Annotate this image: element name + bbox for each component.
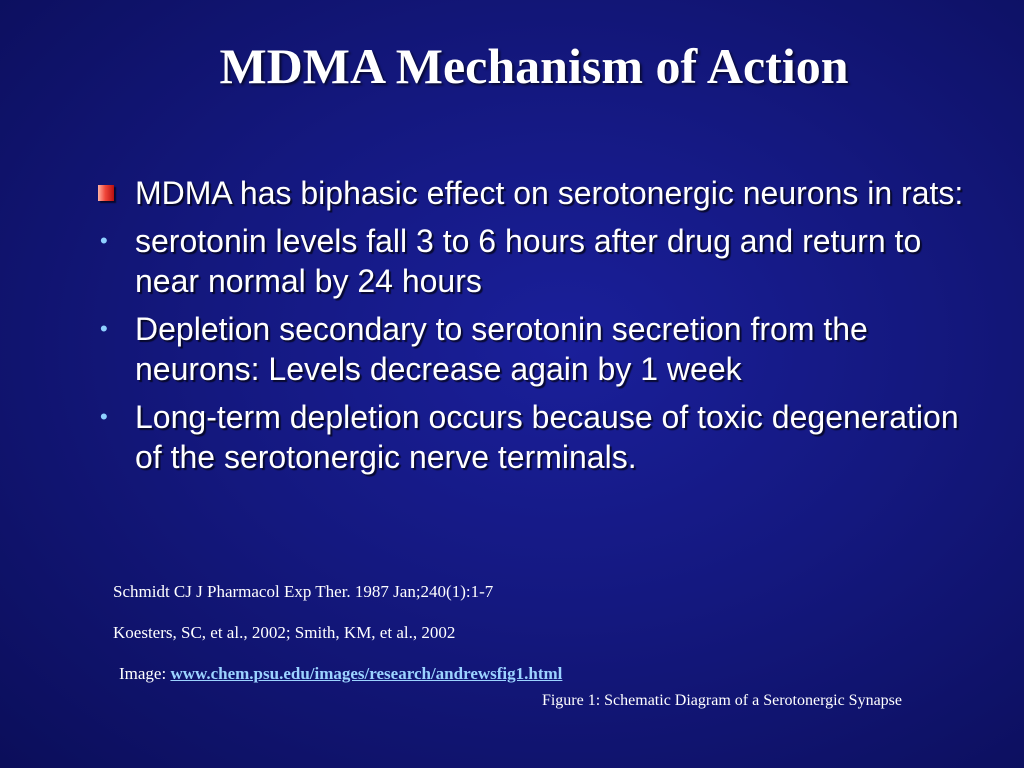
reference-citation: Schmidt CJ J Pharmacol Exp Ther. 1987 Jan;240(1):1-7	[113, 582, 494, 601]
figure-caption: Figure 1: Schematic Diagram of a Serotonergic Synapse	[541, 692, 902, 709]
bullet-item	[90, 309, 970, 389]
dot-bullet-icon: •	[100, 228, 108, 253]
slide-title: MDMA Mechanism of Action	[219, 38, 849, 94]
bullet-text: Depletion secondary to serotonin secretion from the neurons: Levels decrease again by 1 week	[135, 311, 868, 387]
bullet-item	[90, 397, 970, 477]
bullet-list	[90, 173, 970, 485]
dot-bullet-icon: •	[100, 404, 108, 429]
bullet-text: MDMA has biphasic effect on serotonergic neurons in rats:	[135, 175, 964, 211]
bullet-item	[90, 221, 970, 301]
bullet-text: Long-term depletion occurs because of toxic degeneration of the serotonergic nerve terminals.	[135, 399, 959, 475]
reference-citation: Koesters, SC, et al., 2002; Smith, KM, et al., 2002	[113, 623, 456, 642]
bullet-text: serotonin levels fall 3 to 6 hours after drug and return to near normal by 24 hours	[135, 223, 922, 299]
image-credit-label: Image:	[119, 664, 171, 683]
square-bullet-icon	[98, 185, 114, 201]
dot-bullet-icon: •	[100, 316, 108, 341]
bullet-item	[90, 173, 970, 213]
image-credit	[119, 663, 562, 685]
image-source-link[interactable]: www.chem.psu.edu/images/research/andrewsfig1.html	[170, 664, 563, 683]
